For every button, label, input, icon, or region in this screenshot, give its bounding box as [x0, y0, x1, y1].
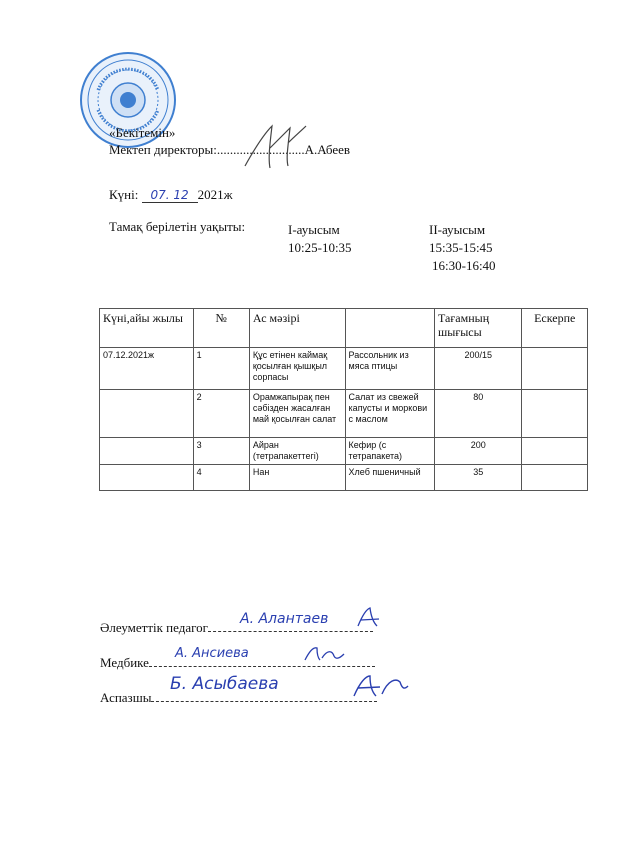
row-no: 1	[193, 348, 249, 390]
row-no: 4	[193, 465, 249, 491]
shift2	[428, 221, 538, 275]
row-output: 200	[435, 438, 522, 465]
director-dots: ...........................	[216, 142, 305, 157]
shift1	[288, 221, 352, 257]
row-date	[100, 438, 194, 465]
row-menu-ru: Рассольник из мяса птицы	[345, 348, 434, 390]
header-menu-ru	[345, 309, 434, 348]
table-row	[100, 348, 588, 390]
nurse-label: Медбике	[100, 655, 149, 670]
row-output: 200/15	[435, 348, 522, 390]
nurse-handwritten: А. Ансиева	[175, 646, 249, 661]
shift2-time2: 16:30-16:40	[432, 258, 496, 273]
row-no: 2	[193, 390, 249, 438]
nurse-signature	[302, 644, 347, 664]
director-label: Мектеп директоры:	[109, 142, 217, 157]
row-note	[522, 348, 588, 390]
date-line	[109, 187, 233, 203]
menu-table	[99, 308, 588, 491]
row-output: 80	[435, 390, 522, 438]
row-note	[522, 390, 588, 438]
row-menu-kz: Құс етінен каймақ қосылған қышқыл сорпасы	[249, 348, 345, 390]
date-handwritten: 07. 12	[142, 188, 198, 203]
row-menu-ru: Кефир (с тетрапакета)	[345, 438, 434, 465]
header-output: Тағамның шығысы	[435, 309, 522, 348]
row-menu-kz: Нан	[249, 465, 345, 491]
shift1-name: I-ауысым	[288, 222, 340, 237]
cook-handwritten: Б. Асыбаева	[170, 674, 279, 694]
director-signature	[240, 118, 310, 173]
row-no: 3	[193, 438, 249, 465]
cook-label: Аспазшы	[100, 690, 152, 705]
row-date	[100, 390, 194, 438]
row-output: 35	[435, 465, 522, 491]
header-note: Ескерпе	[522, 309, 588, 348]
row-menu-ru: Хлеб пшеничный	[345, 465, 434, 491]
director-name: А.Абеев	[304, 142, 351, 157]
date-year: 2021ж	[197, 187, 233, 202]
header-no: №	[193, 309, 249, 348]
row-date: 07.12.2021ж	[100, 348, 194, 390]
cook-signature	[350, 672, 410, 702]
header-menu: Ас мәзірі	[249, 309, 345, 348]
row-note	[522, 438, 588, 465]
shift2-name: II-ауысым	[429, 222, 486, 237]
pedagog-label: Әлеуметтік педагог	[100, 620, 208, 635]
header-date: Күні,айы жылы	[100, 309, 194, 348]
table-row	[100, 438, 588, 465]
shift2-time1: 15:35-15:45	[429, 240, 493, 255]
pedagog-handwritten: А. Алантаев	[240, 611, 329, 627]
table-header-row	[100, 309, 588, 348]
pedagog-signature-line	[100, 620, 373, 636]
row-menu-kz: Айран (тетрапакеттегі)	[249, 438, 345, 465]
row-menu-kz: Орамжапырақ пен сәбізден жасалған май қосылған салат	[249, 390, 345, 438]
row-note	[522, 465, 588, 491]
approve-heading: «Бекітемін»	[109, 125, 176, 140]
row-date	[100, 465, 194, 491]
table-row	[100, 390, 588, 438]
row-menu-ru: Салат из свежей капусты и моркови с маслом	[345, 390, 434, 438]
meal-time-label: Тамақ берілетін уақыты:	[109, 219, 246, 234]
date-label: Күні:	[109, 187, 139, 202]
director-line	[109, 142, 350, 158]
shift1-time: 10:25-10:35	[288, 240, 352, 255]
pedagog-signature	[355, 606, 385, 630]
table-row	[100, 465, 588, 491]
